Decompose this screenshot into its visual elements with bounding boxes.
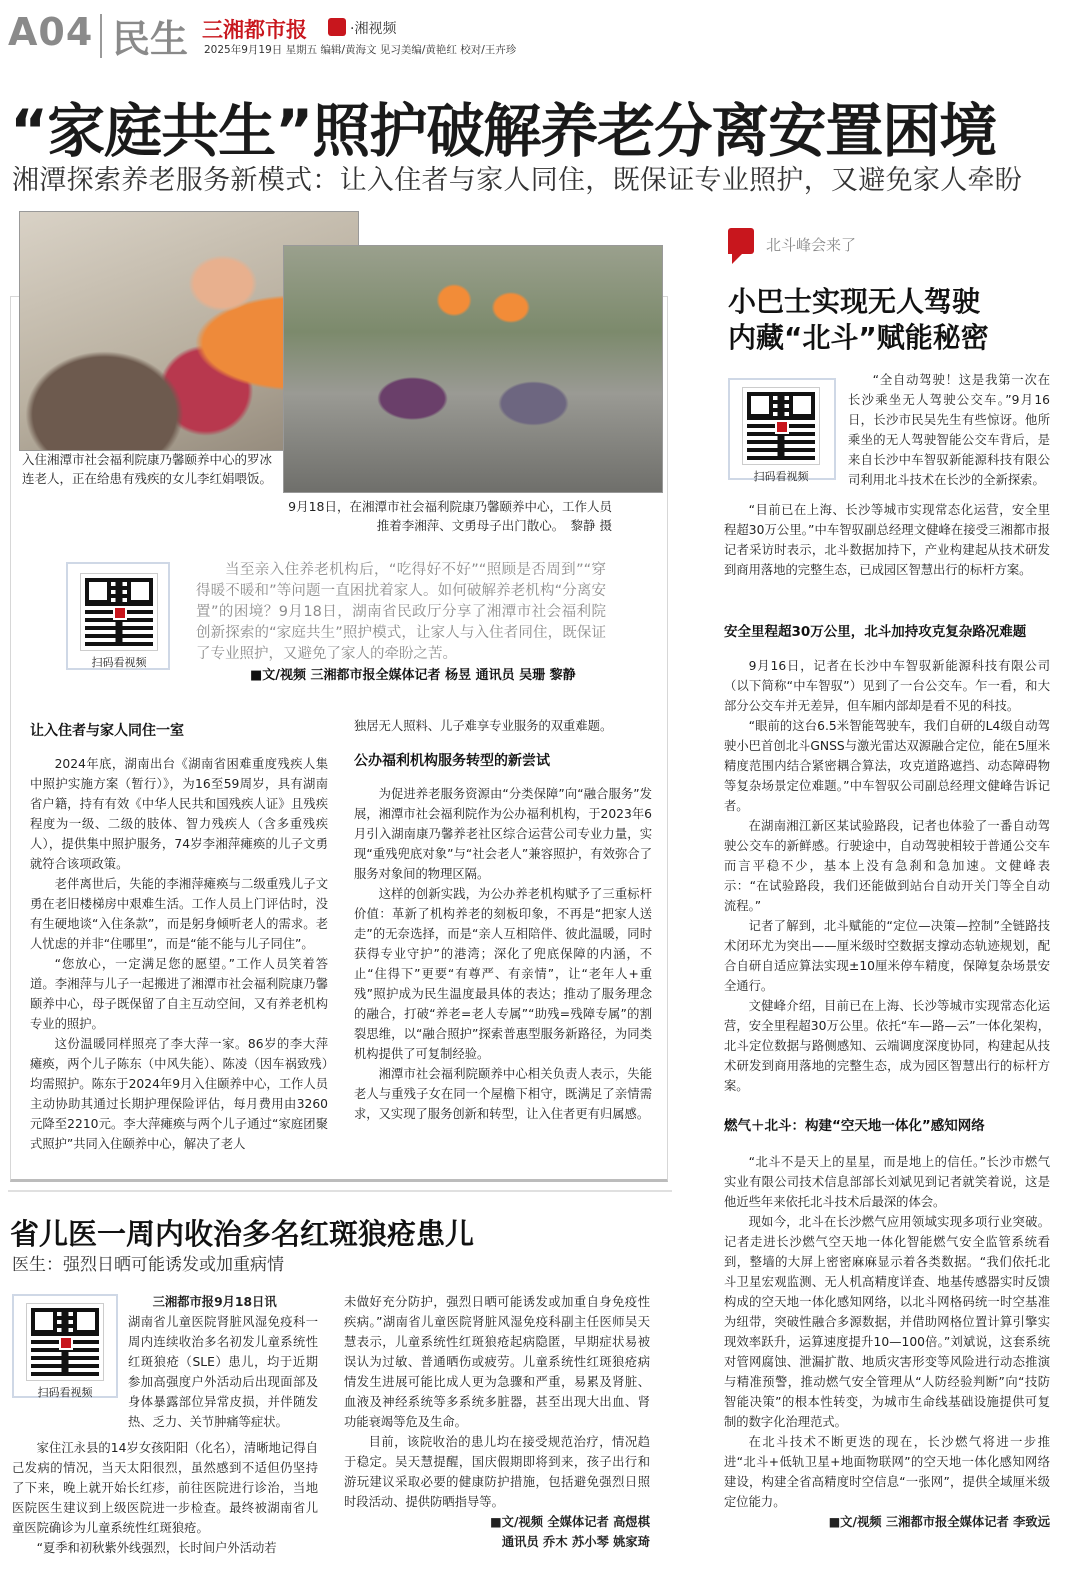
qr-label: 扫码看视频 (753, 470, 809, 483)
newspaper-logo: 三湘都市报 (202, 18, 307, 42)
divider (8, 1190, 672, 1192)
paragraph: 2024年底，湖南出台《湖南省困难重度残疾人集中照护实施方案（暂行）》，为16至59周岁，具有湖南省户籍，持有有效《中华人民共和国残疾人证》且残疾程度为一级、二级的肢体、智力残疾人（含多重残疾人），提供集中照护服务，74岁李湘萍瘫痪的儿子文勇就符合该项政策。 (30, 757, 328, 871)
paragraph: “北斗不是天上的星星，而是地上的信任。”长沙市燃气实业有限公司技术信息部部长刘斌见到记者就笑着说，这是他近些年来依托北斗技术后最深的体会。 (724, 1155, 1050, 1209)
qr-code-bottom[interactable] (20, 1304, 110, 1400)
paragraph: 记者了解到，北斗赋能的“定位—决策—控制”全链路技术闭环尤为突出——厘米级时空数据支撑动态轨迹规划，配合自研自适应算法实现±10厘米停车精度，保障复杂场景安全通行。 (724, 919, 1050, 993)
section-name: 民生 (112, 17, 189, 61)
paragraph: “您放心，一定满足您的愿望。”工作人员笑着答道。李湘萍与儿子一起搬进了湘潭市社会福利院康乃馨颐养中心，母子既保留了自主互动空间，又有养老机构专业的照护。 (30, 957, 328, 1031)
paragraph: 这份温暖同样照亮了李大萍一家。86岁的李大萍瘫痪，两个儿子陈东（中风失能）、陈凌（因车祸致残）均需照护。陈东于2024年9月入住颐养中心，工作人员主动协助其通过长期护理保险评估，每月费用由3260元降至2210元。李大萍瘫痪与两个儿子通过“家庭团聚式照护”共同入住颐养中心，解决了老人 (30, 1037, 328, 1151)
main-subheadline: 湘潭探索养老服务新模式：让入住者与家人同住，既保证专业照护，又避免家人牵盼 (12, 165, 1023, 196)
dateline: 三湘都市报9月18日讯 (152, 1295, 277, 1309)
photo2-caption: 9月18日，在湘潭市社会福利院康乃馨颐养中心，工作人员推着李湘萍、文勇母子出门散心。 黎静 摄 (288, 499, 612, 533)
paragraph: “目前已在上海、长沙等城市实现常态化运营，安全里程超30万公里。”中车智驭副总经理文健峰在接受三湘都市报记者采访时表示，北斗数据加持下，产业构建起从技术研发到商用落地的完整生态，已成园区智慧出行的标杆方案。 (724, 503, 1050, 577)
qr-label: 扫码看视频 (37, 1386, 93, 1399)
article-lead: 当至亲入住养老机构后，“吃得好不好”“照顾是否周到”“穿得暖不暖和”等问题一直困扰着家人。如何破解养老机构“分离安置”的困境？9月18日，湖南省民政厅分享了湘潭市社会福利院创新探索的“家庭共生”照护模式，让家人与入住者同住，既保证了专业照护，又避免了家人的牵盼之苦。 (196, 562, 606, 662)
speech-bubble-icon (728, 228, 754, 254)
qr-code-icon (27, 1304, 103, 1380)
right-section-1 (724, 656, 1050, 1096)
right-byline: ■文/视频 三湘都市报全媒体记者 李致远 (828, 1515, 1050, 1529)
bottom-headline: 省儿医一周内收治多名红斑狼疮患儿 (10, 1217, 475, 1251)
partner-logo-text: ·湘视频 (350, 21, 397, 37)
paragraph: “眼前的这台6.5米智能驾驶车，我们自研的L4级自动驾驶小巴首创北斗GNSS与激光雷达双源融合定位，能在5厘米精度范围内结合紧密耦合算法，攻克道路遮挡、动态障碍物等复杂场景定位难题。”中车智驭公司副总经理文健峰告诉记者。 (724, 719, 1050, 813)
issue-meta: 2025年9月19日 星期五 编辑/黄海文 见习美编/黄艳红 校对/王卉珍 (204, 44, 517, 56)
right-headline-2: 内藏“北斗”赋能秘密 (728, 321, 989, 354)
photo1-caption: 入住湘潭市社会福利院康乃馨颐养中心的罗冰连老人，正在给患有残疾的女儿李红娟喂饭。 (22, 452, 273, 486)
bottom-col1-rest (12, 1438, 318, 1558)
right-para2 (724, 500, 1050, 580)
bottom-subheadline: 医生：强烈日晒可能诱发或加重病情 (12, 1255, 284, 1275)
qr-code-main[interactable] (74, 574, 164, 670)
paragraph: 9月16日，记者在长沙中车智驭新能源科技有限公司（以下简称“中车智驭”）见到了一台公交车。乍一看，和大部分公交车并无差异，但车厢内部却是看不见的科技。 (724, 659, 1050, 713)
qr-label: 扫码看视频 (91, 656, 147, 669)
col1-heading: 让入住者与家人同住一室 (30, 723, 184, 739)
masthead-divider (100, 14, 102, 58)
page-number: A04 (8, 10, 94, 54)
paragraph: “夏季和初秋紫外线强烈，长时间户外活动若 (36, 1541, 277, 1555)
paragraph: 老伴离世后，失能的李湘萍瘫痪与二级重残儿子文勇在老旧楼梯房中艰难生活。工作人员上门评估时，没有生硬地谈“入住条款”，而是躬身倾听老人的需求。老人忧虑的并非“住哪里”，而是“能不能与儿子同住”。 (30, 877, 328, 951)
right-subheading-2: 燃气＋北斗：构建“空天地一体化”感知网络 (724, 1118, 985, 1134)
paragraph: 家住江永县的14岁女孩阳阳（化名），清晰地记得自己发病的情况，当天太阳很烈，虽然感到不适但仍坚持了下来，晚上就开始长红疹，前往医院进行诊治，当地医院医生建议到上级医院进一步检查。最终被湖南省儿童医院确诊为儿童系统性红斑狼疮。 (12, 1441, 318, 1535)
paragraph: 独居无人照料、儿子难享专业服务的双重难题。 (354, 719, 613, 733)
bottom-byline-2: 通讯员 乔木 苏小琴 姚家琦 (501, 1535, 650, 1549)
paragraph: 在北斗技术不断更迭的现在，长沙燃气将进一步推进“北斗+低轨卫星+地面物联网”的空天地一体化感知网络建设，构建全省高精度时空信息“一张网”，提供全域厘米级定位能力。 (724, 1435, 1050, 1509)
paragraph: 在湖南湘江新区某试验路段，记者也体验了一番自动驾驶公交车的新鲜感。行驶途中，自动驾驶相较于普通公交车而言平稳不少，基本上没有急刹和急加速。文健峰表示：“在试验路段，我们还能做到站台自动开关门等全自动流程。” (724, 819, 1050, 913)
right-intro (848, 370, 1050, 490)
paragraph: 目前，该院收治的患儿均在接受规范治疗，情况趋于稳定。吴天慧提醒，国庆假期即将到来，孩子出行和游玩建议采取必要的健康防护措施，包括避免强烈日照时段活动、提供防晒指导等。 (344, 1435, 650, 1509)
paragraph: “全自动驾驶！这是我第一次在长沙乘坐无人驾驶公交车。”9月16日，长沙市民吴先生有些惊讶。他所乘坐的无人驾驶智能公交车背后，是来自长沙中车智驭新能源科技有限公司利用北斗技术在长沙的全新探索。 (848, 373, 1050, 487)
paragraph: 湖南省儿童医院肾脏风湿免疫科一周内连续收治多名初发儿童系统性红斑狼疮（SLE）患儿，均于近期参加高强度户外活动后出现面部及身体暴露部位异常皮损，并伴随发热、乏力、关节肿痛等症状。 (128, 1315, 318, 1429)
right-section-2 (724, 1152, 1050, 1532)
bottom-col1-top (128, 1312, 318, 1432)
bottom-column-2 (344, 1292, 650, 1552)
right-subheading-1: 安全里程超30万公里，北斗加持攻克复杂路况难题 (724, 624, 1027, 640)
video-logo-icon (328, 18, 346, 36)
paragraph: 未做好充分防护，强烈日晒可能诱发或加重自身免疫性疾病。”湖南省儿童医院肾脏风湿免疫科副主任医师吴天慧表示，儿童系统性红斑狼疮起病隐匿，早期症状易被误认为过敏、普通晒伤或疲劳。儿童系统性红斑狼疮病情发生进展可能比成人更为急骤和严重，易累及肾脏、血液及神经系统等多系统多脏器，甚至出现大出血、肾功能衰竭等危及生命。 (344, 1295, 650, 1429)
paragraph: 这样的创新实践，为公办养老机构赋予了三重标杆价值：革新了机构养老的刻板印象，不再是“把家人送走”的无奈选择，而是“亲人互相陪伴、彼此温暖，同时获得专业守护”的港湾；深化了兜底保障的内涵，不止“住得下”更要“有尊严、有亲情”，让“老年人+重残”照护成为民生温度最具体的表达；推动了服务理念的融合，打破“养老=老人专属”“助残=残障专属”的割裂思维，以“融合照护”探索普惠型服务新路径，为同类机构提供了可复制经验。 (354, 887, 652, 1061)
paragraph: 现如今，北斗在长沙燃气应用领域实现多项行业突破。记者走进长沙燃气空天地一体化智能燃气安全监管系统看到，整墙的大屏上密密麻麻显示着各类数据。“我们依托北斗卫星宏观监测、无人机高精度详查、地基传感器实时反馈构成的空天地一体化感知网络，以北斗网格码统一时空基准为纽带，突破性融合多源数据，并借助网格位置计算引擎实现效率跃升，运算速度提升10—100倍。”刘斌说，这套系统对管网腐蚀、泄漏扩散、地质灾害形变等风险进行动态推演与精准预警，推动燃气安全管理从“人防经验判断”向“技防智能决策”的根本性转变，为城市生命线基础设施提供可复制的数字化治理范式。 (724, 1215, 1050, 1429)
column-tag: 北斗峰会来了 (766, 236, 857, 254)
bottom-byline-1: ■文/视频 全媒体记者 高煜棋 (490, 1515, 650, 1529)
paragraph: 为促进养老服务资源由“分类保障”向“融合服务”发展，湘潭市社会福利院作为公办福利机构，于2023年6月引入湖南康乃馨养老社区综合运营公司专业力量，实现“重残兜底对象”与“社会老人”兼容照护，有效弥合了服务对象间的物理区隔。 (354, 787, 652, 881)
qr-code-icon (81, 574, 157, 650)
qr-code-right[interactable] (736, 388, 826, 484)
right-headline-1: 小巴士实现无人驾驶 (728, 285, 981, 318)
main-byline: ■文/视频 三湘都市报全媒体记者 杨昱 通讯员 吴珊 黎静 (250, 668, 576, 683)
paragraph: 湘潭市社会福利院颐养中心相关负责人表示，失能老人与重残子女在同一个屋檐下相守，既满足了亲情需求，又实现了服务创新和转型，让入住者更有归属感。 (354, 1067, 652, 1121)
photo-wheelchair-walk (284, 246, 662, 492)
qr-code-icon (743, 388, 819, 464)
main-headline: “家庭共生”照护破解养老分离安置困境 (10, 97, 997, 165)
masthead (6, 8, 1074, 60)
col2-heading: 公办福利机构服务转型的新尝试 (354, 753, 550, 769)
paragraph: 文健峰介绍，目前已在上海、长沙等城市实现常态化运营，安全里程超30万公里。依托“车—路—云”一体化架构，北斗定位数据与路侧感知、云端调度深度协同，构建起从技术研发到商用落地的完整生态，成为园区智慧出行的标杆方案。 (724, 999, 1050, 1093)
bottom-dateline-block (128, 1292, 318, 1312)
main-column-1 (30, 716, 328, 1154)
main-column-2 (354, 716, 652, 1124)
